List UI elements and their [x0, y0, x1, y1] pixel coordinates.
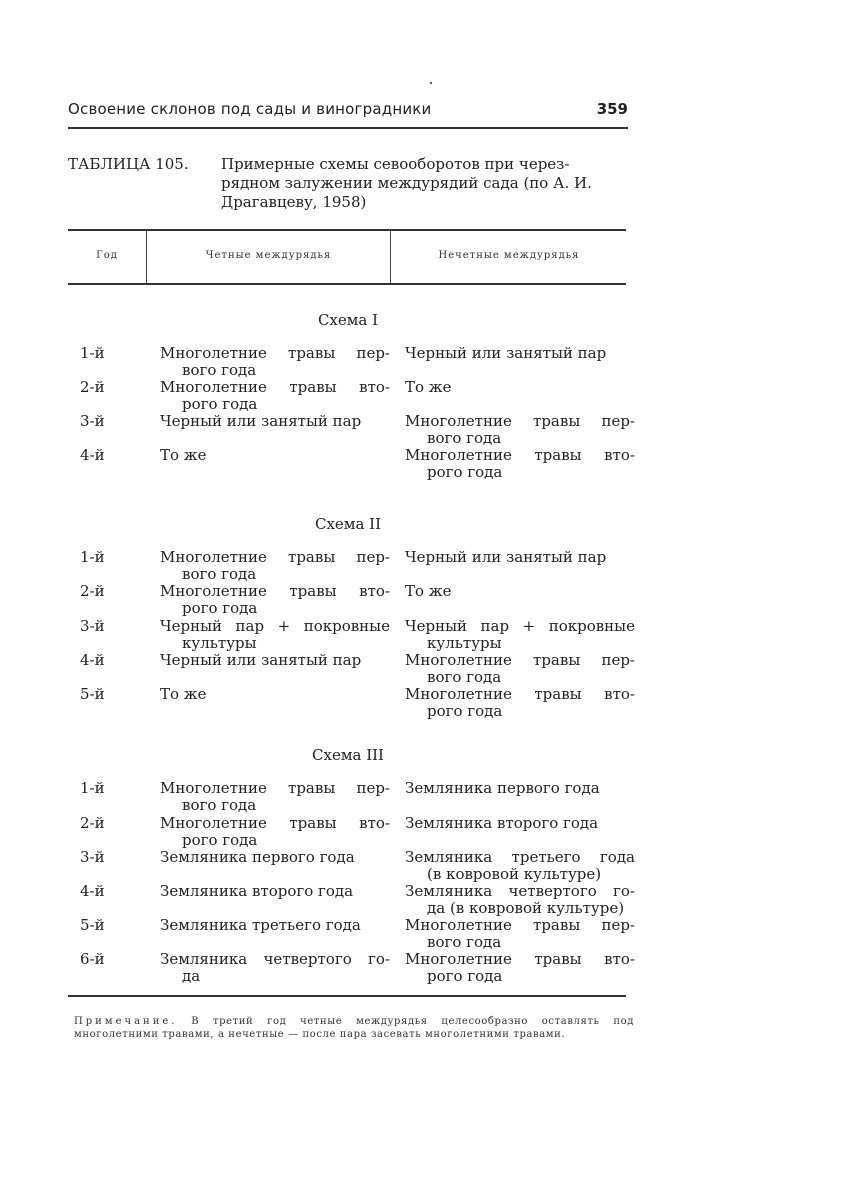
cell-line: Многолетние травы вто- — [405, 950, 635, 968]
note-label: Примечание. — [74, 1016, 178, 1027]
cell-line: вого года — [427, 429, 502, 447]
odd-cell — [405, 413, 635, 447]
odd-cell — [405, 686, 635, 720]
scheme-title: Схема III — [312, 746, 384, 764]
cell-line: вого года — [182, 361, 257, 379]
even-cell — [160, 447, 390, 464]
running-head-title: Освоение склонов под сады и виноградники — [68, 100, 432, 118]
cell-line: культуры — [182, 634, 257, 652]
odd-cell — [405, 447, 635, 481]
cell-line: рого года — [427, 463, 503, 481]
cell-line: Многолетние травы вто- — [405, 685, 635, 703]
even-cell — [160, 917, 390, 934]
cell-line: Многолетние травы вто- — [160, 378, 390, 396]
cell-line: Черный или занятый пар — [160, 412, 362, 430]
year-cell: 4-й — [80, 651, 105, 669]
odd-cell — [405, 549, 635, 566]
even-cell — [160, 413, 390, 430]
print-speck — [430, 82, 432, 84]
caption-line: рядном залужении междурядий сада (по А. И. — [221, 174, 592, 192]
cell-line: То же — [405, 582, 452, 600]
even-cell — [160, 815, 390, 849]
cell-line: Многолетние травы вто- — [405, 446, 635, 464]
even-cell — [160, 379, 390, 413]
cell-line: Многолетние травы вто- — [160, 582, 390, 600]
odd-cell — [405, 951, 635, 985]
cell-line: Земляника второго года — [405, 814, 599, 832]
cell-line: Черный пар + покровные — [405, 617, 635, 635]
cell-line: рого года — [182, 395, 258, 413]
even-cell — [160, 780, 390, 814]
year-cell: 6-й — [80, 950, 105, 968]
cell-line: Земляника второго года — [160, 882, 354, 900]
odd-cell — [405, 652, 635, 686]
scheme-title: Схема I — [317, 311, 379, 329]
table-caption-text — [221, 155, 631, 212]
even-cell — [160, 883, 390, 900]
year-cell: 4-й — [80, 446, 105, 464]
even-cell — [160, 583, 390, 617]
year-cell: 4-й — [80, 882, 105, 900]
column-header-odd: Нечетные междурядья — [438, 250, 580, 261]
column-header-even: Четные междурядья — [205, 250, 332, 261]
year-cell: 3-й — [80, 412, 105, 430]
cell-line: Черный пар + покровные — [160, 617, 390, 635]
table-top-rule — [68, 229, 626, 231]
even-cell — [160, 549, 390, 583]
cell-line: вого года — [182, 565, 257, 583]
cell-line: вого года — [427, 933, 502, 951]
table-bottom-rule — [68, 995, 626, 997]
cell-line: Земляника первого года — [405, 779, 600, 797]
even-cell — [160, 951, 390, 985]
cell-line: Земляника четвертого го- — [405, 882, 635, 900]
cell-line: вого года — [427, 668, 502, 686]
odd-cell — [405, 815, 635, 832]
column-header-year: Год — [96, 250, 118, 261]
cell-line: рого года — [182, 831, 258, 849]
cell-line: Многолетние травы пер- — [160, 548, 390, 566]
table-label: ТАБЛИЦА 105. — [68, 155, 189, 173]
cell-line: Земляника третьего года — [160, 916, 361, 934]
even-cell — [160, 652, 390, 669]
cell-line: да — [182, 967, 201, 985]
even-cell — [160, 849, 390, 866]
cell-line: рого года — [182, 599, 258, 617]
cell-line: да (в ковровой культуре) — [427, 899, 625, 917]
cell-line: Черный или занятый пар — [405, 344, 607, 362]
header-rule — [68, 283, 626, 285]
odd-cell — [405, 345, 635, 362]
cell-line: Многолетние травы пер- — [405, 651, 635, 669]
cell-line: (в ковровой культуре) — [427, 865, 602, 883]
cell-line: Многолетние травы пер- — [405, 916, 635, 934]
odd-cell — [405, 379, 635, 396]
odd-cell — [405, 618, 635, 652]
year-cell: 1-й — [80, 779, 105, 797]
cell-line: Многолетние травы пер- — [160, 779, 390, 797]
cell-line: рого года — [427, 702, 503, 720]
year-cell: 5-й — [80, 916, 105, 934]
table-note — [74, 1015, 634, 1041]
cell-line: То же — [160, 685, 207, 703]
cell-line: культуры — [427, 634, 502, 652]
year-cell: 5-й — [80, 685, 105, 703]
cell-line: Многолетние травы вто- — [160, 814, 390, 832]
cell-line: Земляника четвертого го- — [160, 950, 390, 968]
cell-line: Черный или занятый пар — [405, 548, 607, 566]
cell-line: Многолетние травы пер- — [160, 344, 390, 362]
even-cell — [160, 686, 390, 703]
even-cell — [160, 345, 390, 379]
year-cell: 2-й — [80, 378, 105, 396]
odd-cell — [405, 849, 635, 883]
year-cell: 3-й — [80, 617, 105, 635]
caption-line: Примерные схемы севооборотов при через- — [221, 155, 570, 173]
note-text: В третий год четные междурядья целесообразно оставлять под многолетними травами, а нечетные — после пара засевать многолетними травами. — [74, 1016, 635, 1040]
cell-line: То же — [160, 446, 207, 464]
scheme-title: Схема II — [314, 515, 382, 533]
year-cell: 1-й — [80, 548, 105, 566]
cell-line: Земляника третьего года — [405, 848, 635, 866]
cell-line: Земляника первого года — [160, 848, 355, 866]
running-head — [68, 98, 628, 122]
year-cell: 1-й — [80, 344, 105, 362]
odd-cell — [405, 883, 635, 917]
head-rule — [68, 127, 628, 129]
year-cell: 2-й — [80, 582, 105, 600]
odd-cell — [405, 780, 635, 797]
cell-line: Черный или занятый пар — [160, 651, 362, 669]
cell-line: Многолетние травы пер- — [405, 412, 635, 430]
odd-cell — [405, 917, 635, 951]
page-number: 359 — [596, 100, 628, 118]
caption-line: Драгавцеву, 1958) — [221, 193, 367, 211]
cell-line: вого года — [182, 796, 257, 814]
year-cell: 2-й — [80, 814, 105, 832]
even-cell — [160, 618, 390, 652]
year-cell: 3-й — [80, 848, 105, 866]
cell-line: То же — [405, 378, 452, 396]
odd-cell — [405, 583, 635, 600]
cell-line: рого года — [427, 967, 503, 985]
